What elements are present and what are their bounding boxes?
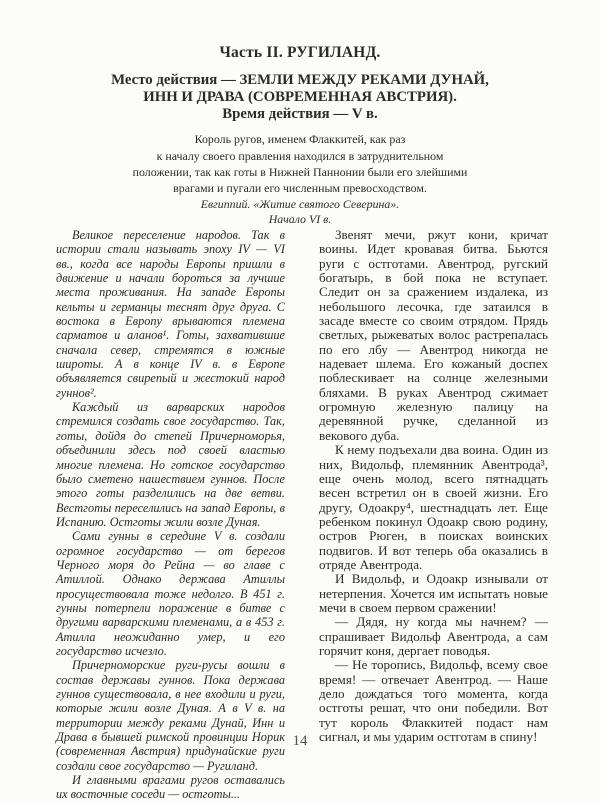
- setting-line: Время действия — V в.: [222, 105, 378, 122]
- epigraph-date: Начало VI в.: [268, 212, 332, 227]
- page-header: [0, 0, 600, 228]
- paragraph: Великое переселение народов. Так в истории стали называть эпоху IV — VI вв., когда все народы Европы пришли в движение и начали бороться за лучшие места проживания. На западе Европы кельты и германцы теснят друг друга. С востока в Европу врываются племена сарматов и аланов¹. Готы, захватившие сначала север, стремятся в южные широты. А в конце IV в. в Европе объявляется свирепый и жестокий народ гуннов².: [56, 228, 285, 400]
- epigraph-line: врагами и пугали его численным превосходством.: [173, 181, 427, 196]
- epigraph-line: к началу своего правления находился в затруднительном: [156, 148, 444, 163]
- paragraph: Звенят мечи, ржут кони, кричат воины. Идет кровавая битва. Бьются руги с остготами. Авентрод, ругский богатырь, в бой пока не вступает. Следит он за сражением издалека, из небольшого лесочка, где затаился в засаде вместе со своим отрядом. Прядь светлых, рыжеватых волос растрепалась по его лбу — Авентрод никогда не надевает шлема. Его кожаный доспех поблескивает на солнце железными бляхами. В руках Авентрод сжимает огромную железную палицу на деревянной ручке, сделанной из векового дуба.: [319, 227, 548, 443]
- paragraph: — Не торопись, Видольф, всему свое время! — отвечает Авентрод. — Наше дело дождаться того момента, когда остготы решат, что они победили. Вот тут король Флаккитей подаст нам сигнал, и мы ударим остготам в спину!: [319, 657, 548, 745]
- setting-line: Место действия — ЗЕМЛИ МЕЖДУ РЕКАМИ ДУНАЙ,: [111, 72, 489, 88]
- text-columns: [56, 228, 548, 802]
- paragraph: Каждый из варварских народов стремился создать свое государство. Так, готы, дойдя до степей Причерноморья, объединили здесь под своей властью многие племена. Но готское государство было сметено нашествием гуннов. После этого готы разделились на две ветви. Вестготы переселились на запад Европы, в Испанию. Остготы жили возле Дуная.: [56, 400, 285, 529]
- paragraph: Сами гунны в середине V в. создали огромное государство — от берегов Черного моря до Рейна — во главе с Атиллой. Однако держава Атиллы просуществовала тоже недолго. В 451 г. гунны потерпели поражение в битве с другими варварскими племенами, а в 453 г. Атилла неожиданно умер, и его государство исчезло.: [56, 529, 285, 658]
- epigraph-attribution: Евгиппий. «Житие святого Северина».: [200, 196, 400, 211]
- left-column: [56, 228, 285, 802]
- paragraph: И главными врагами ругов оставались их восточные соседи — остготы...: [56, 773, 285, 802]
- setting-heading: [0, 72, 600, 122]
- page-number: 14: [292, 733, 308, 749]
- epigraph-line: положении, так как готы в Нижней Паннонии были его злейшими: [132, 164, 468, 179]
- part-title: Часть II. РУГИЛАНД.: [219, 44, 381, 61]
- paragraph: Причерноморские руги-русы вошли в состав державы гуннов. Пока держава гуннов существовала, в нее входили и руги, которые жили возле Дуная. А в V в. на территории между реками Дунай, Инн и Драва в бывшей римской провинции Норик (современная Австрия) придунайские руги создали свое государство — Ругиланд.: [56, 658, 285, 773]
- paragraph: И Видольф, и Одоакр изнывали от нетерпения. Хочется им испытать новые мечи в своем первом сражении!: [319, 571, 548, 615]
- epigraph: [0, 131, 600, 196]
- right-column: [319, 228, 548, 802]
- paragraph: — Дядя, ну когда мы начнем? — спрашивает Видольф Авентрода, а сам горячит коня, дергает поводья.: [319, 614, 548, 658]
- paragraph: К нему подъехали два воина. Один из них, Видольф, племянник Авентрода³, еще очень молод, всего пятнадцать весен встретил он в своей жизни. Его другу, Одоакру⁴, шестнадцать лет. Еще ребенком покинул Одоакр свою родину, остров Рюген, в поисках воинских подвигов. И вот теперь оба оказались в отряде Авентрода.: [319, 442, 548, 572]
- setting-line: ИНН И ДРАВА (СОВРЕМЕННАЯ АВСТРИЯ).: [143, 88, 457, 105]
- epigraph-line: Король ругов, именем Флаккитей, как раз: [194, 132, 406, 147]
